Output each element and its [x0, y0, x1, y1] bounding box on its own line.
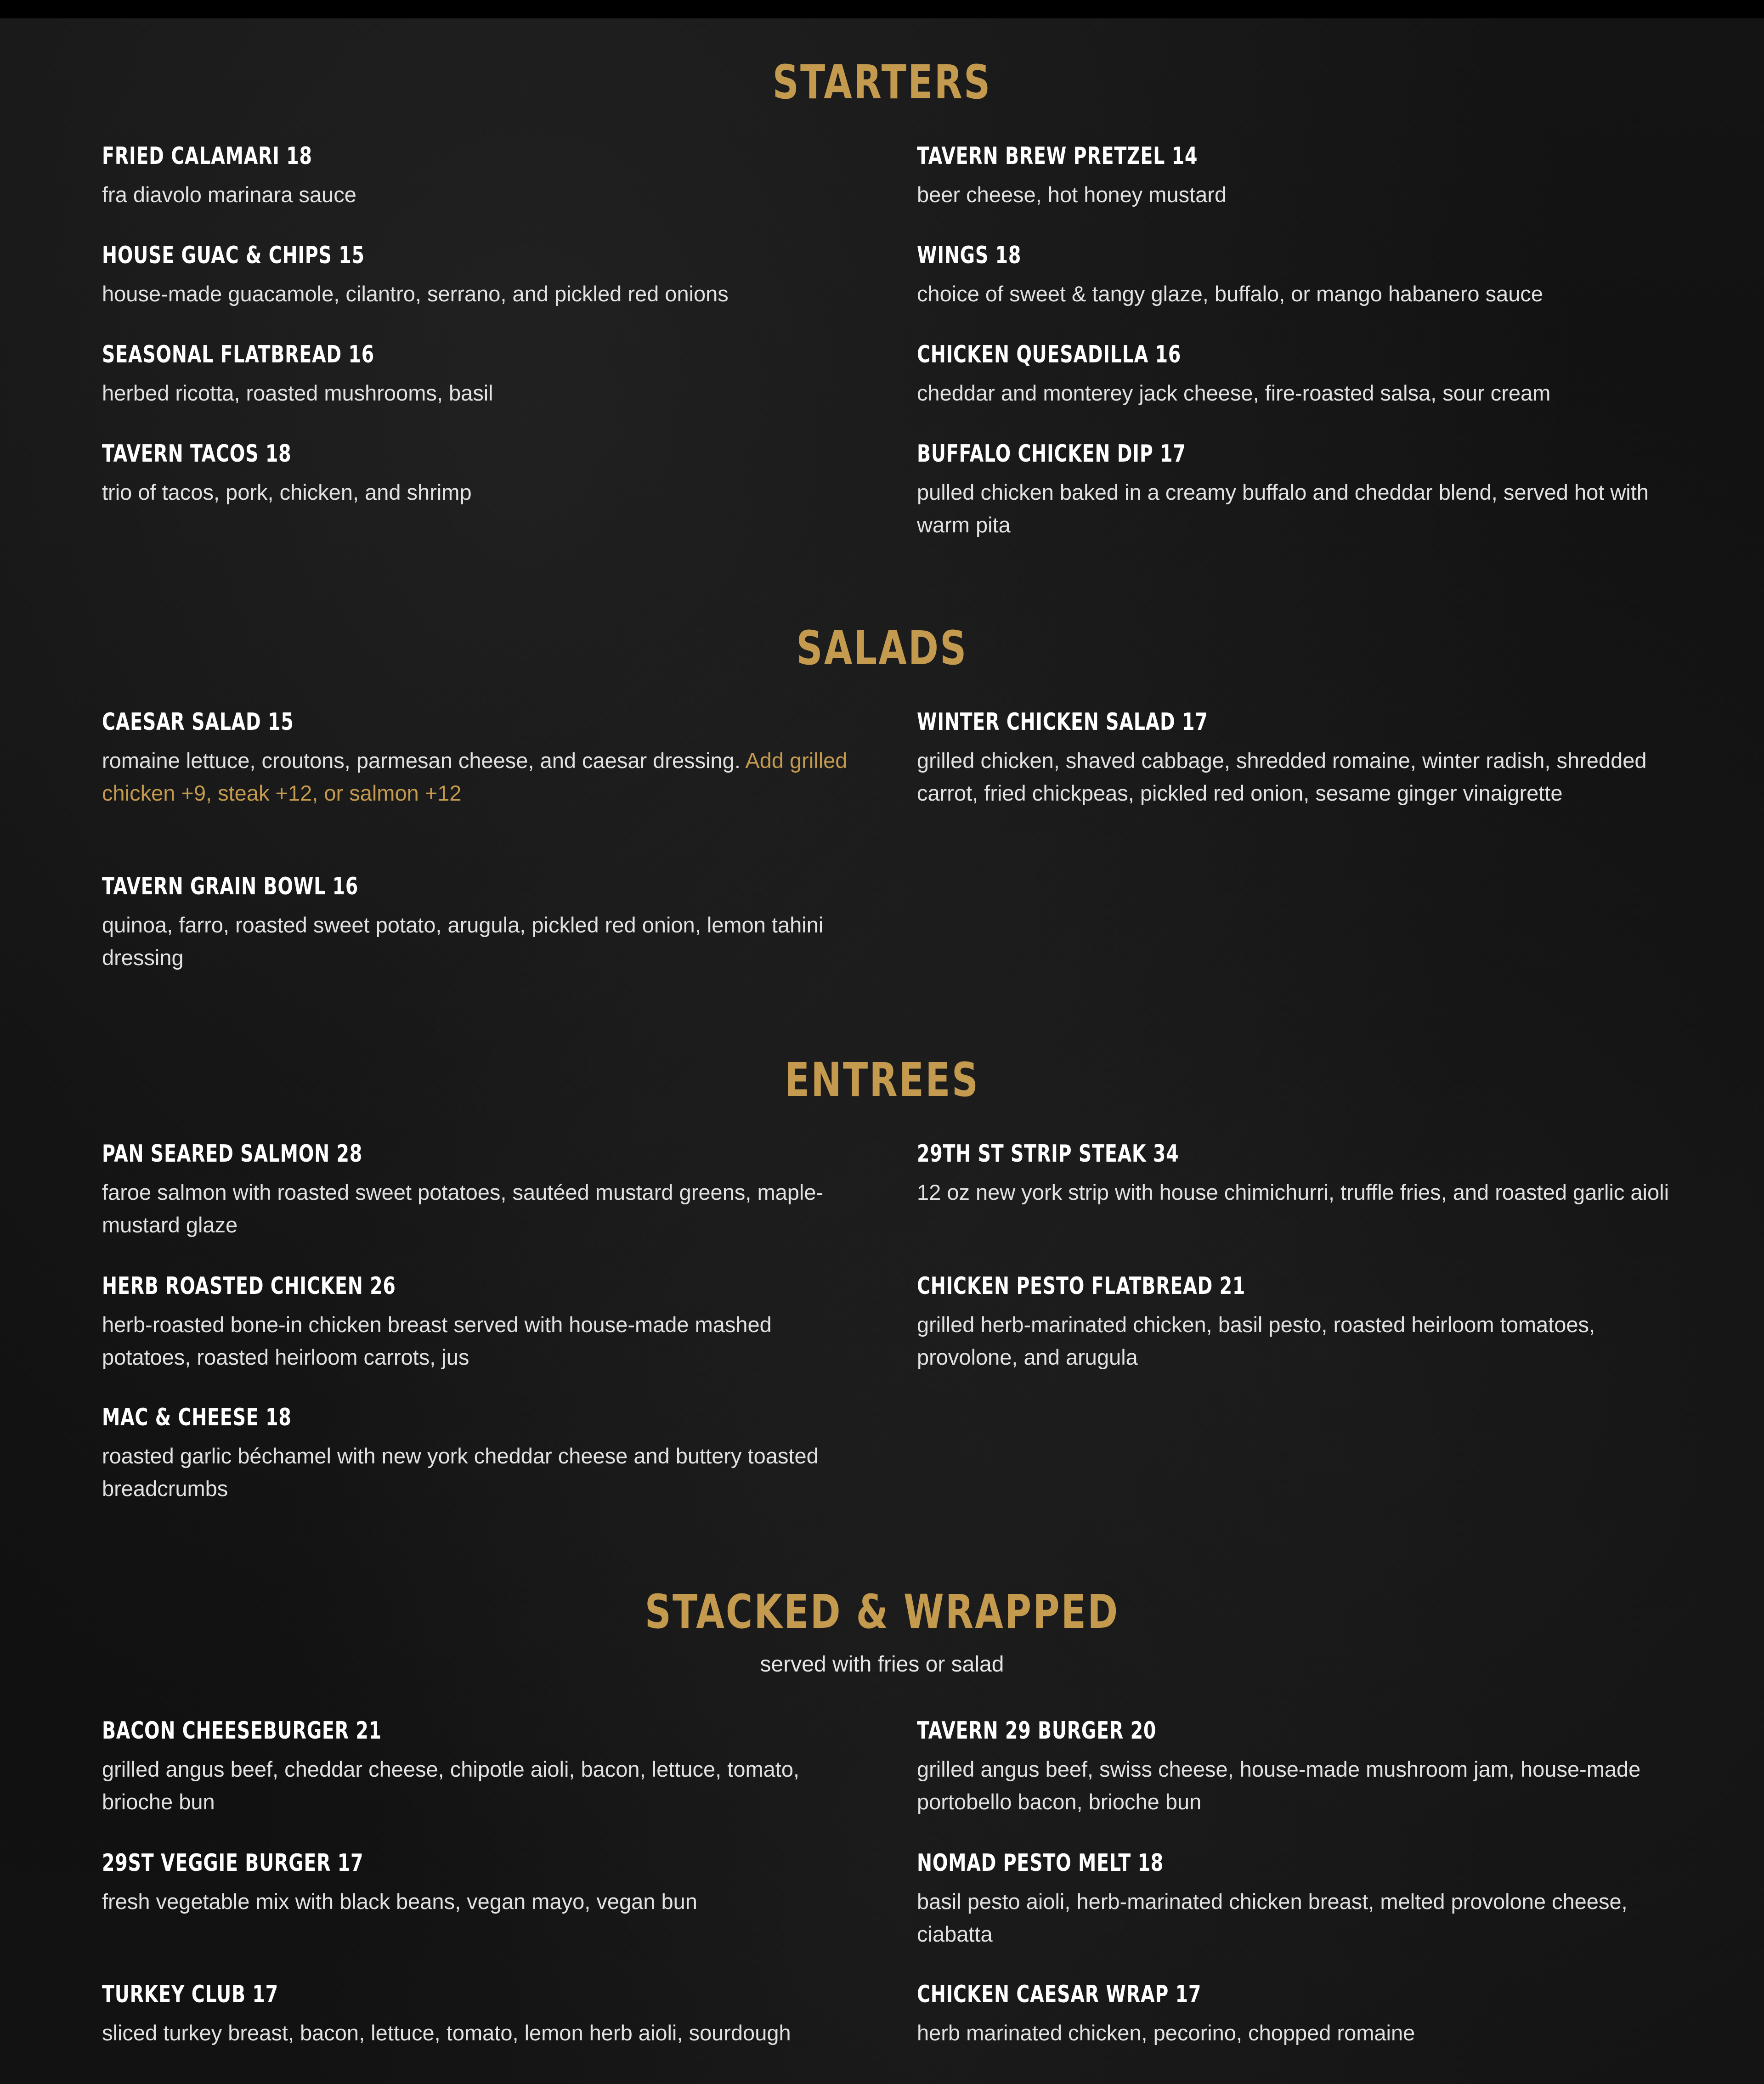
item-name: HERB ROASTED CHICKEN 26 [102, 1272, 396, 1300]
item-name: BUFFALO CHICKEN DIP 17 [917, 440, 1186, 468]
item-name: SEASONAL FLATBREAD 16 [102, 341, 375, 368]
item-name: TAVERN BREW PRETZEL 14 [917, 142, 1198, 170]
item-desc [102, 744, 865, 809]
section-title-stacked-wrapped: STACKED & WRAPPED [645, 1585, 1119, 1639]
item-desc: herb marinated chicken, pecorino, chopped romaine [917, 2021, 1415, 2045]
menu-item-winter-chicken-salad [917, 708, 1679, 809]
menu-item-caesar-salad [102, 708, 865, 809]
item-name: WINTER CHICKEN SALAD 17 [917, 708, 1208, 736]
item-name: TAVERN GRAIN BOWL 16 [102, 873, 359, 900]
item-name: PAN SEARED SALMON 28 [102, 1140, 362, 1168]
section-title-salads: SALADS [796, 621, 968, 676]
menu-item-tavern-grain-bowl [102, 873, 865, 974]
item-desc: roasted garlic béchamel with new york cheddar cheese and buttery toasted breadcrumbs [102, 1444, 819, 1501]
menu-item-chicken-caesar-wrap [917, 1981, 1679, 2049]
menu-item-strip-steak [917, 1140, 1679, 1209]
item-desc: trio of tacos, pork, chicken, and shrimp [102, 480, 472, 504]
menu-item-house-guac [102, 242, 865, 310]
item-desc: herbed ricotta, roasted mushrooms, basil [102, 381, 493, 405]
item-name: BACON CHEESEBURGER 21 [102, 1717, 382, 1745]
menu-item-turkey-club [102, 1981, 865, 2049]
item-desc: fresh vegetable mix with black beans, vegan mayo, vegan bun [102, 1889, 697, 1914]
item-desc: grilled angus beef, cheddar cheese, chipotle aioli, bacon, lettuce, tomato, brioche bun [102, 1757, 800, 1814]
item-desc: beer cheese, hot honey mustard [917, 182, 1227, 207]
item-desc: herb-roasted bone-in chicken breast served with house-made mashed potatoes, roasted heirloom carrots, jus [102, 1312, 772, 1369]
menu-item-nomad-pesto-melt [917, 1849, 1679, 1950]
top-bar [0, 0, 1764, 18]
menu-item-buffalo-chicken-dip [917, 440, 1679, 541]
menu-item-mac-and-cheese [102, 1404, 865, 1505]
item-name: TAVERN 29 BURGER 20 [917, 1717, 1157, 1745]
item-desc: grilled angus beef, swiss cheese, house-made mushroom jam, house-made portobello bacon, brioche bun [917, 1757, 1641, 1814]
item-desc-text: romaine lettuce, croutons, parmesan cheese, and caesar dressing. [102, 748, 741, 773]
menu-item-tavern-tacos [102, 440, 865, 508]
section-subtitle: served with fries or salad [760, 1652, 1004, 1677]
item-desc: faroe salmon with roasted sweet potatoes, sautéed mustard greens, maple-mustard glaze [102, 1180, 824, 1237]
item-name: CHICKEN CAESAR WRAP 17 [917, 1981, 1202, 2008]
menu-item-wings [917, 242, 1679, 310]
item-desc: quinoa, farro, roasted sweet potato, arugula, pickled red onion, lemon tahini dressing [102, 913, 824, 970]
section-title-starters: STARTERS [772, 55, 992, 110]
item-desc: cheddar and monterey jack cheese, fire-roasted salsa, sour cream [917, 381, 1551, 405]
menu-item-tavern-brew-pretzel [917, 142, 1679, 211]
item-desc: choice of sweet & tangy glaze, buffalo, or mango habanero sauce [917, 282, 1544, 306]
menu-item-pan-seared-salmon [102, 1140, 865, 1241]
item-desc: 12 oz new york strip with house chimichurri, truffle fries, and roasted garlic aioli [917, 1180, 1669, 1204]
item-name: WINGS 18 [917, 242, 1022, 269]
menu-item-herb-roasted-chicken [102, 1272, 865, 1373]
menu-item-bacon-cheeseburger [102, 1717, 865, 1818]
item-name: CAESAR SALAD 15 [102, 708, 294, 736]
item-desc: pulled chicken baked in a creamy buffalo and cheddar blend, served hot with warm pita [917, 480, 1649, 537]
item-name: NOMAD PESTO MELT 18 [917, 1849, 1164, 1877]
item-name: 29TH ST STRIP STEAK 34 [917, 1140, 1179, 1168]
item-name: CHICKEN QUESADILLA 16 [917, 341, 1182, 368]
item-name: CHICKEN PESTO FLATBREAD 21 [917, 1272, 1246, 1300]
item-desc: grilled chicken, shaved cabbage, shredded romaine, winter radish, shredded carrot, fried chickpeas, pickled red onion, sesame ginger vinaigrette [917, 748, 1647, 805]
item-desc: house-made guacamole, cilantro, serrano, and pickled red onions [102, 282, 729, 306]
item-desc: grilled herb-marinated chicken, basil pesto, roasted heirloom tomatoes, provolone, and arugula [917, 1312, 1595, 1369]
item-name: HOUSE GUAC & CHIPS 15 [102, 242, 365, 269]
item-desc: basil pesto aioli, herb-marinated chicken breast, melted provolone cheese, ciabatta [917, 1889, 1628, 1946]
section-title-entrees: ENTREES [784, 1053, 980, 1107]
menu-item-tavern-29-burger [917, 1717, 1679, 1818]
item-addon: Add grilled chicken +9, steak +12, or salmon +12 [102, 748, 848, 805]
item-name: 29ST VEGGIE BURGER 17 [102, 1849, 364, 1877]
item-name: TURKEY CLUB 17 [102, 1981, 278, 2008]
menu-item-seasonal-flatbread [102, 341, 865, 409]
item-name: MAC & CHEESE 18 [102, 1404, 292, 1431]
menu-item-fried-calamari [102, 142, 865, 211]
item-name: FRIED CALAMARI 18 [102, 142, 312, 170]
menu-item-chicken-quesadilla [917, 341, 1679, 409]
item-name: TAVERN TACOS 18 [102, 440, 292, 468]
item-desc: fra diavolo marinara sauce [102, 182, 356, 207]
menu-item-veggie-burger [102, 1849, 865, 1918]
menu-item-chicken-pesto-flatbread [917, 1272, 1679, 1373]
item-desc: sliced turkey breast, bacon, lettuce, tomato, lemon herb aioli, sourdough [102, 2021, 791, 2045]
